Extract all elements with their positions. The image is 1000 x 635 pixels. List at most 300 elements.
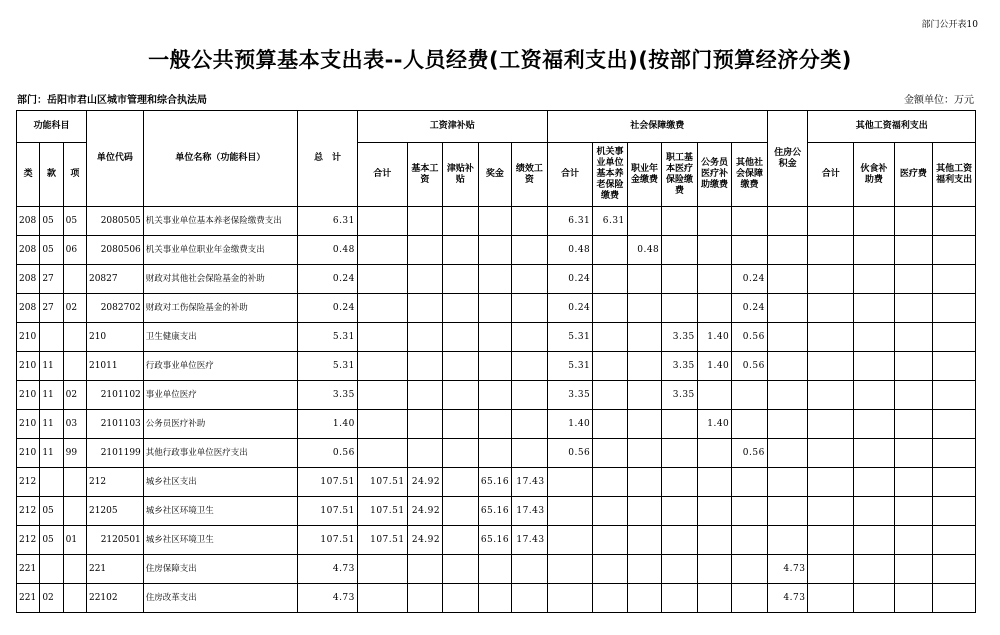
cell-kuan: 27 <box>40 265 63 294</box>
cell-pension: 6.31 <box>593 207 628 236</box>
cell-lei: 210 <box>17 323 40 352</box>
cell-housing-fund: 4.73 <box>767 584 808 613</box>
cell-bonus <box>478 439 511 468</box>
cell-annuity <box>627 468 662 497</box>
cell-bonus <box>478 265 511 294</box>
table-row <box>17 265 976 294</box>
cell-total: 4.73 <box>298 584 358 613</box>
cell-annuity <box>627 265 662 294</box>
cell-medical-insurance <box>662 207 698 236</box>
cell-social-total: 0.24 <box>547 294 593 323</box>
cell-performance-wage <box>512 265 548 294</box>
cell-civil-medical <box>697 294 732 323</box>
cell-annuity <box>627 294 662 323</box>
header-bonus: 奖金 <box>478 143 511 207</box>
cell-meal-allowance <box>854 236 895 265</box>
cell-social-total <box>547 584 593 613</box>
cell-other-total <box>808 497 854 526</box>
cell-social-total: 6.31 <box>547 207 593 236</box>
cell-total: 0.24 <box>298 294 358 323</box>
header-other-total: 合计 <box>808 143 854 207</box>
cell-performance-wage <box>512 352 548 381</box>
cell-performance-wage <box>512 207 548 236</box>
cell-unit-name: 财政对工伤保险基金的补助 <box>143 294 297 323</box>
cell-civil-medical <box>697 236 732 265</box>
cell-basic-wage: 24.92 <box>407 497 443 526</box>
cell-medical-insurance <box>662 294 698 323</box>
cell-civil-medical <box>697 555 732 584</box>
cell-social-total <box>547 497 593 526</box>
cell-wage-total: 107.51 <box>357 526 407 555</box>
header-civil-medical: 公务员医疗补助缴费 <box>697 143 732 207</box>
cell-medical-insurance <box>662 555 698 584</box>
cell-other-total <box>808 555 854 584</box>
cell-meal-allowance <box>854 410 895 439</box>
table-row <box>17 526 976 555</box>
cell-bonus: 65.16 <box>478 526 511 555</box>
cell-social-total: 0.56 <box>547 439 593 468</box>
cell-allowance <box>443 410 479 439</box>
cell-other-total <box>808 439 854 468</box>
cell-basic-wage <box>407 323 443 352</box>
cell-medical-fee <box>894 410 933 439</box>
header-total: 总 计 <box>298 111 358 207</box>
cell-performance-wage: 17.43 <box>512 497 548 526</box>
cell-pension <box>593 584 628 613</box>
cell-medical-fee <box>894 584 933 613</box>
cell-medical-insurance: 3.35 <box>662 381 698 410</box>
cell-lei: 210 <box>17 410 40 439</box>
cell-meal-allowance <box>854 381 895 410</box>
cell-unit-code: 22102 <box>86 584 143 613</box>
cell-meal-allowance <box>854 323 895 352</box>
header-kuan: 款 <box>40 143 63 207</box>
header-annuity: 职业年金缴费 <box>627 143 662 207</box>
cell-pension <box>593 439 628 468</box>
cell-social-total: 0.24 <box>547 265 593 294</box>
cell-pension <box>593 468 628 497</box>
cell-xiang <box>63 468 86 497</box>
header-medical-insurance: 职工基本医疗保险缴费 <box>662 143 698 207</box>
cell-unit-code: 221 <box>86 555 143 584</box>
table-row <box>17 381 976 410</box>
cell-wage-total <box>357 555 407 584</box>
cell-bonus <box>478 410 511 439</box>
cell-civil-medical <box>697 439 732 468</box>
cell-unit-name: 城乡社区环境卫生 <box>143 526 297 555</box>
cell-other-welfare <box>933 497 976 526</box>
cell-lei: 221 <box>17 584 40 613</box>
cell-medical-fee <box>894 381 933 410</box>
cell-kuan: 05 <box>40 236 63 265</box>
cell-kuan: 02 <box>40 584 63 613</box>
cell-total: 1.40 <box>298 410 358 439</box>
cell-lei: 208 <box>17 265 40 294</box>
cell-unit-name: 城乡社区环境卫生 <box>143 497 297 526</box>
cell-civil-medical <box>697 584 732 613</box>
cell-pension <box>593 352 628 381</box>
cell-other-total <box>808 207 854 236</box>
cell-xiang: 99 <box>63 439 86 468</box>
cell-other-total <box>808 323 854 352</box>
cell-lei: 210 <box>17 352 40 381</box>
header-social-total: 合计 <box>547 143 593 207</box>
cell-xiang: 02 <box>63 294 86 323</box>
cell-other-social: 0.24 <box>732 265 768 294</box>
cell-social-total: 3.35 <box>547 381 593 410</box>
cell-medical-insurance <box>662 526 698 555</box>
cell-unit-code: 2120501 <box>86 526 143 555</box>
cell-performance-wage: 17.43 <box>512 526 548 555</box>
cell-annuity: 0.48 <box>627 236 662 265</box>
cell-allowance <box>443 468 479 497</box>
cell-total: 3.35 <box>298 381 358 410</box>
cell-total: 0.56 <box>298 439 358 468</box>
cell-unit-code: 2101102 <box>86 381 143 410</box>
cell-other-total <box>808 410 854 439</box>
cell-basic-wage <box>407 439 443 468</box>
cell-wage-total <box>357 584 407 613</box>
cell-wage-total <box>357 439 407 468</box>
cell-other-social <box>732 410 768 439</box>
cell-meal-allowance <box>854 468 895 497</box>
table-body <box>17 207 976 613</box>
cell-civil-medical <box>697 468 732 497</box>
cell-allowance <box>443 497 479 526</box>
cell-civil-medical: 1.40 <box>697 410 732 439</box>
cell-kuan: 11 <box>40 439 63 468</box>
cell-xiang: 01 <box>63 526 86 555</box>
cell-pension <box>593 497 628 526</box>
cell-total: 0.24 <box>298 265 358 294</box>
cell-total: 5.31 <box>298 352 358 381</box>
cell-housing-fund: 4.73 <box>767 555 808 584</box>
cell-medical-insurance <box>662 410 698 439</box>
table-row <box>17 439 976 468</box>
cell-lei: 212 <box>17 468 40 497</box>
cell-housing-fund <box>767 294 808 323</box>
cell-total: 5.31 <box>298 323 358 352</box>
cell-unit-code: 2082702 <box>86 294 143 323</box>
header-basic-wage: 基本工资 <box>407 143 443 207</box>
cell-kuan <box>40 323 63 352</box>
cell-kuan <box>40 555 63 584</box>
cell-total: 0.48 <box>298 236 358 265</box>
cell-other-social <box>732 584 768 613</box>
cell-civil-medical: 1.40 <box>697 323 732 352</box>
cell-performance-wage <box>512 294 548 323</box>
cell-housing-fund <box>767 497 808 526</box>
cell-other-social: 0.56 <box>732 439 768 468</box>
cell-other-social <box>732 526 768 555</box>
cell-allowance <box>443 294 479 323</box>
cell-unit-name: 公务员医疗补助 <box>143 410 297 439</box>
cell-unit-name: 机关事业单位职业年金缴费支出 <box>143 236 297 265</box>
cell-unit-code: 210 <box>86 323 143 352</box>
table-row <box>17 236 976 265</box>
cell-lei: 208 <box>17 207 40 236</box>
cell-pension <box>593 526 628 555</box>
cell-bonus <box>478 236 511 265</box>
cell-unit-name: 行政事业单位医疗 <box>143 352 297 381</box>
cell-other-social <box>732 236 768 265</box>
cell-allowance <box>443 584 479 613</box>
table-row <box>17 555 976 584</box>
cell-annuity <box>627 497 662 526</box>
cell-housing-fund <box>767 439 808 468</box>
table-row <box>17 323 976 352</box>
cell-medical-insurance <box>662 265 698 294</box>
cell-total: 107.51 <box>298 497 358 526</box>
cell-annuity <box>627 352 662 381</box>
cell-civil-medical <box>697 381 732 410</box>
header-unit-name: 单位名称（功能科目） <box>143 111 297 207</box>
cell-allowance <box>443 352 479 381</box>
cell-lei: 212 <box>17 497 40 526</box>
cell-pension <box>593 236 628 265</box>
cell-pension <box>593 294 628 323</box>
cell-kuan <box>40 468 63 497</box>
cell-bonus: 65.16 <box>478 497 511 526</box>
cell-basic-wage <box>407 584 443 613</box>
cell-other-social <box>732 381 768 410</box>
cell-wage-total <box>357 410 407 439</box>
cell-pension <box>593 323 628 352</box>
cell-other-total <box>808 526 854 555</box>
header-allowance: 津贴补贴 <box>443 143 479 207</box>
cell-unit-name: 机关事业单位基本养老保险缴费支出 <box>143 207 297 236</box>
cell-pension <box>593 410 628 439</box>
cell-housing-fund <box>767 265 808 294</box>
cell-medical-fee <box>894 555 933 584</box>
cell-medical-fee <box>894 352 933 381</box>
cell-wage-total <box>357 207 407 236</box>
cell-lei: 210 <box>17 439 40 468</box>
cell-kuan: 11 <box>40 381 63 410</box>
cell-wage-total <box>357 352 407 381</box>
cell-housing-fund <box>767 323 808 352</box>
header-performance-wage: 绩效工资 <box>512 143 548 207</box>
cell-allowance <box>443 555 479 584</box>
cell-annuity <box>627 439 662 468</box>
cell-kuan: 11 <box>40 410 63 439</box>
cell-other-social: 0.56 <box>732 352 768 381</box>
cell-wage-total <box>357 294 407 323</box>
cell-medical-fee <box>894 236 933 265</box>
header-xiang: 项 <box>63 143 86 207</box>
cell-unit-code: 212 <box>86 468 143 497</box>
cell-social-total <box>547 468 593 497</box>
cell-xiang: 02 <box>63 381 86 410</box>
cell-other-social: 0.56 <box>732 323 768 352</box>
cell-meal-allowance <box>854 352 895 381</box>
cell-other-welfare <box>933 323 976 352</box>
cell-other-total <box>808 468 854 497</box>
cell-unit-code: 2101199 <box>86 439 143 468</box>
header-pension: 机关事业单位基本养老保险缴费 <box>593 143 628 207</box>
header-wage-group: 工资津补贴 <box>357 111 547 143</box>
cell-housing-fund <box>767 207 808 236</box>
cell-medical-fee <box>894 526 933 555</box>
cell-meal-allowance <box>854 294 895 323</box>
cell-wage-total: 107.51 <box>357 468 407 497</box>
cell-lei: 212 <box>17 526 40 555</box>
cell-other-total <box>808 584 854 613</box>
cell-performance-wage: 17.43 <box>512 468 548 497</box>
cell-medical-fee <box>894 265 933 294</box>
cell-bonus <box>478 323 511 352</box>
cell-total: 107.51 <box>298 526 358 555</box>
cell-housing-fund <box>767 526 808 555</box>
cell-kuan: 11 <box>40 352 63 381</box>
cell-lei: 221 <box>17 555 40 584</box>
table-number-label: 部门公开表10 <box>921 20 978 30</box>
cell-civil-medical <box>697 265 732 294</box>
cell-basic-wage <box>407 265 443 294</box>
cell-other-welfare <box>933 526 976 555</box>
cell-annuity <box>627 584 662 613</box>
cell-medical-fee <box>894 439 933 468</box>
cell-wage-total <box>357 323 407 352</box>
cell-bonus <box>478 294 511 323</box>
cell-basic-wage <box>407 410 443 439</box>
cell-unit-code: 2080505 <box>86 207 143 236</box>
cell-social-total: 5.31 <box>547 352 593 381</box>
page-title: 一般公共预算基本支出表--人员经费(工资福利支出)(按部门预算经济分类) <box>148 48 852 72</box>
cell-other-welfare <box>933 352 976 381</box>
cell-kuan: 05 <box>40 526 63 555</box>
header-social-group: 社会保障缴费 <box>547 111 767 143</box>
cell-xiang <box>63 555 86 584</box>
cell-other-welfare <box>933 294 976 323</box>
header-wage-total: 合计 <box>357 143 407 207</box>
cell-xiang: 05 <box>63 207 86 236</box>
header-other-welfare-group: 其他工资福利支出 <box>808 111 976 143</box>
cell-civil-medical <box>697 497 732 526</box>
cell-social-total: 5.31 <box>547 323 593 352</box>
cell-pension <box>593 381 628 410</box>
cell-civil-medical: 1.40 <box>697 352 732 381</box>
cell-wage-total <box>357 381 407 410</box>
cell-performance-wage <box>512 584 548 613</box>
cell-lei: 210 <box>17 381 40 410</box>
cell-other-total <box>808 381 854 410</box>
cell-unit-code: 2101103 <box>86 410 143 439</box>
cell-basic-wage: 24.92 <box>407 526 443 555</box>
cell-allowance <box>443 526 479 555</box>
cell-annuity <box>627 323 662 352</box>
cell-performance-wage <box>512 555 548 584</box>
cell-bonus <box>478 584 511 613</box>
cell-xiang <box>63 265 86 294</box>
table-row <box>17 497 976 526</box>
cell-lei: 208 <box>17 236 40 265</box>
header-medical-fee: 医疗费 <box>894 143 933 207</box>
cell-unit-code: 21205 <box>86 497 143 526</box>
cell-xiang <box>63 323 86 352</box>
cell-total: 4.73 <box>298 555 358 584</box>
cell-other-welfare <box>933 468 976 497</box>
cell-other-welfare <box>933 236 976 265</box>
cell-performance-wage <box>512 439 548 468</box>
cell-medical-insurance: 3.35 <box>662 323 698 352</box>
cell-housing-fund <box>767 468 808 497</box>
cell-civil-medical <box>697 207 732 236</box>
header-func-subject: 功能科目 <box>17 111 87 143</box>
cell-basic-wage: 24.92 <box>407 468 443 497</box>
cell-other-total <box>808 236 854 265</box>
department-label: 部门：岳阳市君山区城市管理和综合执法局 <box>17 95 207 106</box>
table-row <box>17 207 976 236</box>
cell-basic-wage <box>407 207 443 236</box>
cell-social-total <box>547 526 593 555</box>
cell-bonus <box>478 207 511 236</box>
cell-basic-wage <box>407 555 443 584</box>
cell-other-welfare <box>933 584 976 613</box>
cell-other-social <box>732 207 768 236</box>
cell-other-welfare <box>933 207 976 236</box>
cell-other-social <box>732 468 768 497</box>
cell-medical-insurance <box>662 236 698 265</box>
table-row <box>17 468 976 497</box>
cell-medical-insurance <box>662 439 698 468</box>
cell-unit-name: 财政对其他社会保险基金的补助 <box>143 265 297 294</box>
cell-unit-name: 卫生健康支出 <box>143 323 297 352</box>
cell-unit-name: 事业单位医疗 <box>143 381 297 410</box>
cell-basic-wage <box>407 236 443 265</box>
cell-unit-code: 2080506 <box>86 236 143 265</box>
header-lei: 类 <box>17 143 40 207</box>
cell-housing-fund <box>767 236 808 265</box>
cell-medical-fee <box>894 207 933 236</box>
cell-other-welfare <box>933 555 976 584</box>
cell-bonus <box>478 555 511 584</box>
cell-social-total: 0.48 <box>547 236 593 265</box>
table-row <box>17 294 976 323</box>
cell-medical-fee <box>894 468 933 497</box>
cell-bonus: 65.16 <box>478 468 511 497</box>
expenditure-table <box>16 110 976 613</box>
cell-housing-fund <box>767 381 808 410</box>
cell-allowance <box>443 236 479 265</box>
cell-basic-wage <box>407 381 443 410</box>
cell-wage-total <box>357 265 407 294</box>
cell-unit-code: 20827 <box>86 265 143 294</box>
cell-other-total <box>808 265 854 294</box>
cell-unit-name: 城乡社区支出 <box>143 468 297 497</box>
cell-meal-allowance <box>854 207 895 236</box>
cell-medical-insurance: 3.35 <box>662 352 698 381</box>
cell-annuity <box>627 207 662 236</box>
cell-xiang: 06 <box>63 236 86 265</box>
cell-xiang <box>63 497 86 526</box>
cell-allowance <box>443 381 479 410</box>
header-housing-fund: 住房公积金 <box>767 111 808 207</box>
cell-meal-allowance <box>854 439 895 468</box>
cell-other-total <box>808 294 854 323</box>
cell-wage-total <box>357 236 407 265</box>
cell-civil-medical <box>697 526 732 555</box>
cell-meal-allowance <box>854 497 895 526</box>
cell-unit-name: 住房改革支出 <box>143 584 297 613</box>
cell-pension <box>593 265 628 294</box>
table-row <box>17 410 976 439</box>
cell-medical-insurance <box>662 468 698 497</box>
cell-other-welfare <box>933 439 976 468</box>
cell-social-total: 1.40 <box>547 410 593 439</box>
cell-bonus <box>478 381 511 410</box>
cell-meal-allowance <box>854 555 895 584</box>
